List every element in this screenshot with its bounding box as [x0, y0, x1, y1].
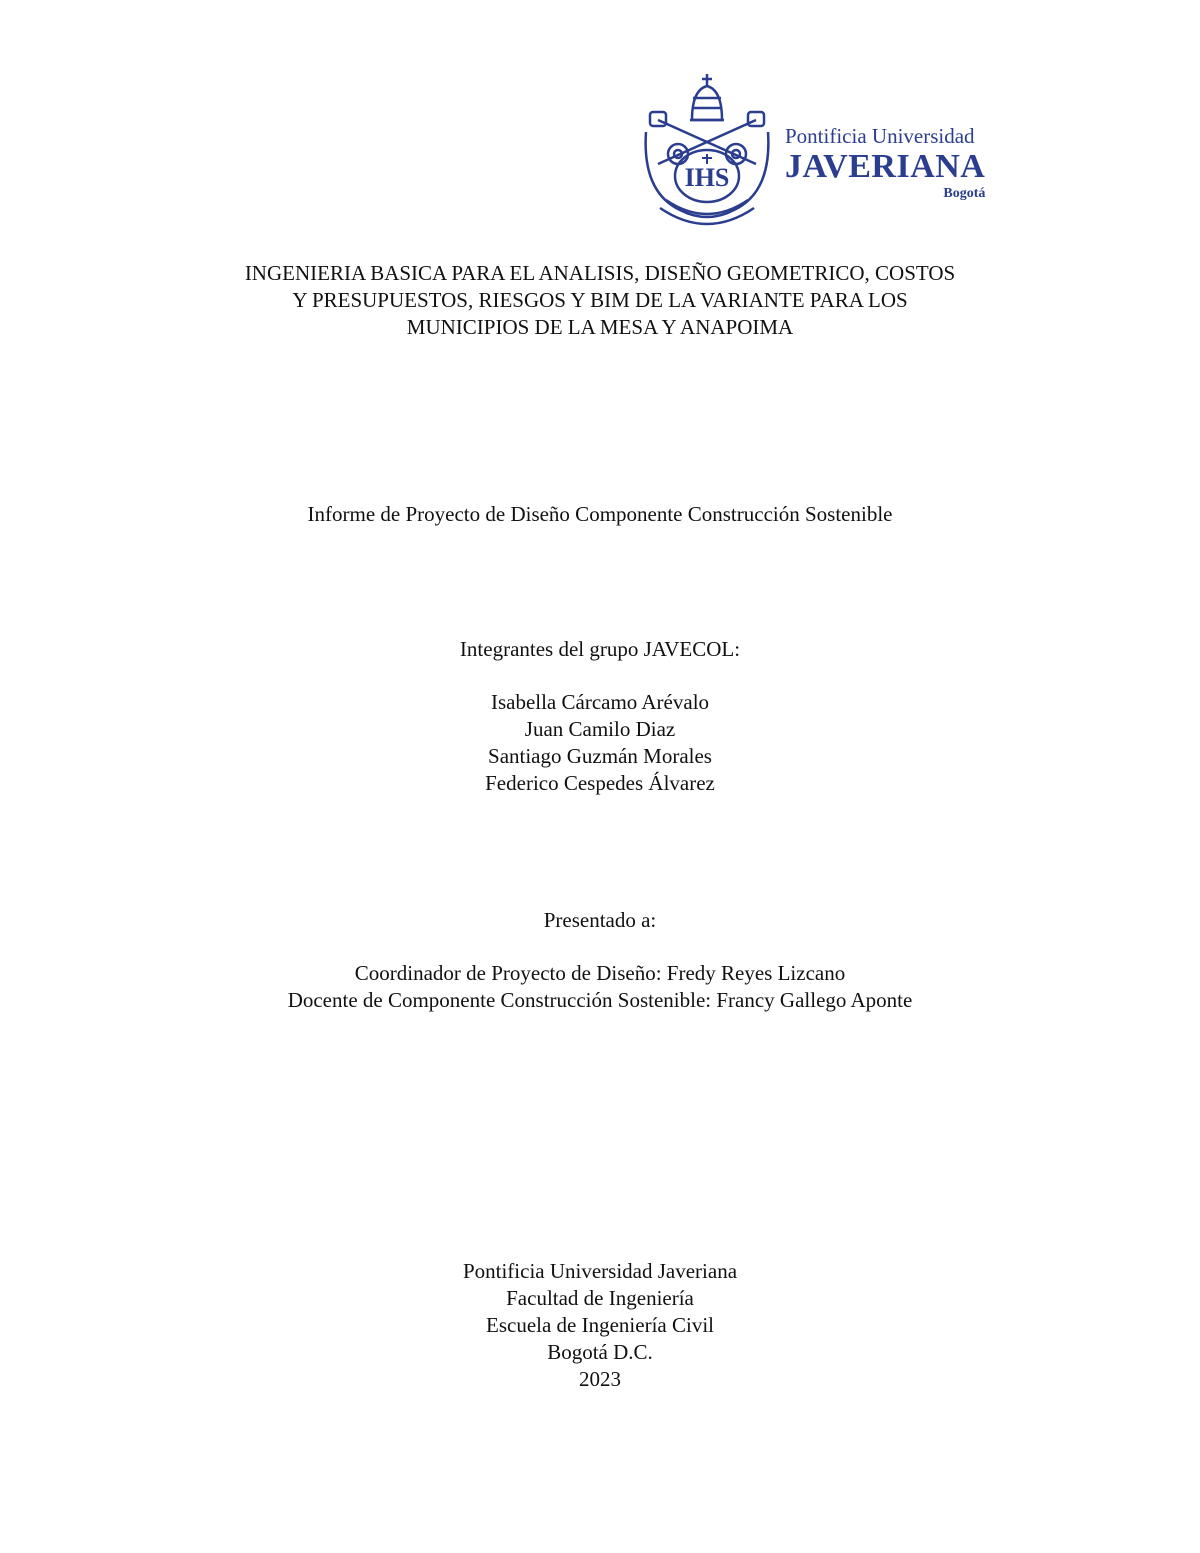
footer-line: Bogotá D.C. [547, 1340, 653, 1364]
member-name: Isabella Cárcamo Arévalo [490, 690, 710, 714]
document-title [0, 260, 1200, 341]
title-line: Y PRESUPUESTOS, RIESGOS Y BIM DE LA VARIANTE PARA LOS [292, 288, 908, 312]
seal-text: IHS [684, 163, 730, 192]
members-heading [0, 636, 1200, 663]
presented-heading [0, 907, 1200, 934]
title-line: MUNICIPIOS DE LA MESA Y ANAPOIMA [406, 315, 794, 339]
member-name: Juan Camilo Diaz [524, 717, 676, 741]
university-logo [640, 72, 986, 232]
members-heading-text: Integrantes del grupo JAVECOL: [459, 637, 741, 661]
logo-name: JAVERIANA [785, 148, 986, 185]
logo-university-label: Pontificia Universidad [785, 124, 975, 148]
university-seal-icon [640, 72, 775, 232]
footer-line: Escuela de Ingeniería Civil [486, 1313, 714, 1337]
subtitle-text: Informe de Proyecto de Diseño Componente Construcción Sostenible [307, 502, 893, 526]
logo-city: Bogotá [943, 186, 986, 201]
presented-line: Coordinador de Proyecto de Diseño: Fredy Reyes Lizcano [354, 961, 846, 985]
presented-list [0, 960, 1200, 1014]
member-name: Federico Cespedes Álvarez [485, 771, 715, 795]
document-subtitle [0, 501, 1200, 528]
presented-heading-text: Presentado a: [543, 908, 657, 932]
footer-line: Pontificia Universidad Javeriana [462, 1259, 738, 1283]
footer-line: Facultad de Ingeniería [506, 1286, 694, 1310]
logo-wordmark [785, 124, 985, 202]
members-list [0, 689, 1200, 797]
title-line: INGENIERIA BASICA PARA EL ANALISIS, DISEÑO GEOMETRICO, COSTOS [244, 261, 956, 285]
institution-footer [0, 1258, 1200, 1393]
member-name: Santiago Guzmán Morales [488, 744, 712, 768]
footer-line: 2023 [579, 1367, 621, 1391]
presented-line: Docente de Componente Construcción Sostenible: Francy Gallego Aponte [287, 988, 913, 1012]
